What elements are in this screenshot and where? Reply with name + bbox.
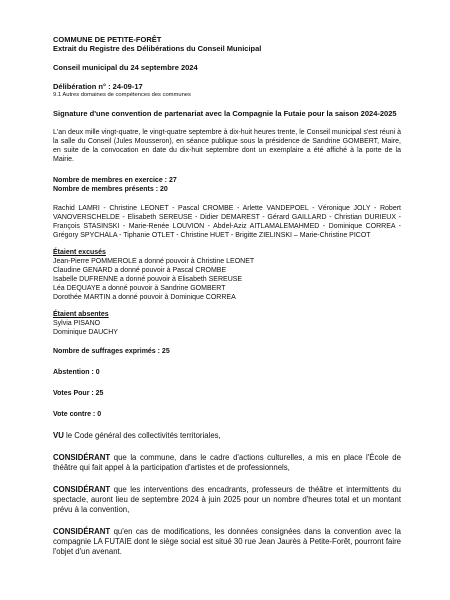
list-item: Jean-Pierre POMMEROLE a donné pouvoir à Christine LEONET xyxy=(53,258,255,265)
considerant-keyword: CONSIDÉRANT xyxy=(53,485,111,494)
visa-keyword: VU xyxy=(53,431,64,440)
visa-paragraph xyxy=(53,431,401,441)
members-in-office: Nombre de membres en exercice : 27 xyxy=(53,177,177,184)
considerant-paragraph xyxy=(53,453,401,473)
votes-against: Vote contre : 0 xyxy=(53,411,102,418)
present-members-list: Rachid LAMRI - Christine LEONET - Pascal CROMBE - Arlette VANDEPOEL - Véronique JOLY - Robert VANOVERSCHELDE - Elisabeth SEREUSE - Didier DEMAREST - Gérard GAILLARD - Christian DURIEUX - François STASINSKI - Marie-Renée LOUVION - Abdel-Aziz AITLAMALEMAHMED - Dominique CORREA - Grégory SPYCHALA - Tiphanie OTLET - Christine HUET - Brigitte ZIELINSKI – Marie-Christine PICOT xyxy=(53,205,401,239)
votes-abstention: Abstention : 0 xyxy=(53,369,100,376)
considerant-paragraph xyxy=(53,527,401,557)
deliberation-category: 9.1 Autres domaines de compétences des communes xyxy=(53,92,191,98)
preamble-paragraph: L'an deux mille vingt-quatre, le vingt-quatre septembre à dix-huit heures trente, le Conseil municipal s'est réuni à la salle du Conseil (Jules Mousseron), en séance publique sous la présidence de Sandrine GOMBERT, Maire, en suite de la convocation en date du dix-huit septembre dont un exemplaire a été affiché à la porte de la Mairie. xyxy=(53,129,401,163)
absent-heading: Étaient absentes xyxy=(53,311,109,318)
considerant-text: qu'en cas de modifications, les données consignées dans la convention avec la compagnie LA FUTAIE dont le siège social est situé 30 rue Jean Jaurès à Petite-Forêt, pourront faire l'objet d'un avenant. xyxy=(53,527,401,556)
considerant-text: que les interventions des encadrants, professeurs de théâtre et intermittents du spectacle, auront lieu de septembre 2024 à juin 2025 pour un nombre d'heures total et un montant prévu à la convention, xyxy=(53,485,401,514)
considerant-keyword: CONSIDÉRANT xyxy=(53,527,111,536)
list-item: Isabelle DUFRENNE a donné pouvoir à Elisabeth SEREUSE xyxy=(53,276,243,283)
considerant-text: que la commune, dans le cadre d'actions culturelles, a mis en place l'École de théâtre qui fait appel à la participation d'artistes et de professionnels, xyxy=(53,453,401,472)
excused-list xyxy=(53,257,401,302)
session-title: Conseil municipal du 24 septembre 2024 xyxy=(53,63,198,72)
deliberation-number: Délibération n° : 24-09-17 xyxy=(53,82,143,91)
list-item: Sylvia PISANO xyxy=(53,320,101,327)
commune-name: COMMUNE DE PETITE-FORÊT xyxy=(53,35,162,44)
deliberation-subject: Signature d'une convention de partenariat avec la Compagnie la Futaie pour la saison 2024-2025 xyxy=(53,109,397,118)
document-content xyxy=(53,35,401,557)
votes-expressed: Nombre de suffrages exprimés : 25 xyxy=(53,348,170,355)
register-extract-title: Extrait du Registre des Délibérations du Conseil Municipal xyxy=(53,44,262,53)
list-item: Léa DEQUAYE a donné pouvoir à Sandrine GOMBERT xyxy=(53,285,226,292)
list-item: Claudine GENARD a donné pouvoir à Pascal CROMBE xyxy=(53,267,227,274)
excused-heading: Étaient excusés xyxy=(53,249,106,256)
members-present: Nombre de membres présents : 20 xyxy=(53,186,168,193)
considerant-paragraph xyxy=(53,485,401,515)
votes-for: Votes Pour : 25 xyxy=(53,390,104,397)
absent-list xyxy=(53,319,401,337)
visa-text: le Code général des collectivités territoriales, xyxy=(63,431,221,440)
list-item: Dominique DAUCHY xyxy=(53,329,118,336)
considerant-keyword: CONSIDÉRANT xyxy=(53,453,111,462)
list-item: Dorothée MARTIN a donné pouvoir à Dominique CORREA xyxy=(53,294,236,301)
